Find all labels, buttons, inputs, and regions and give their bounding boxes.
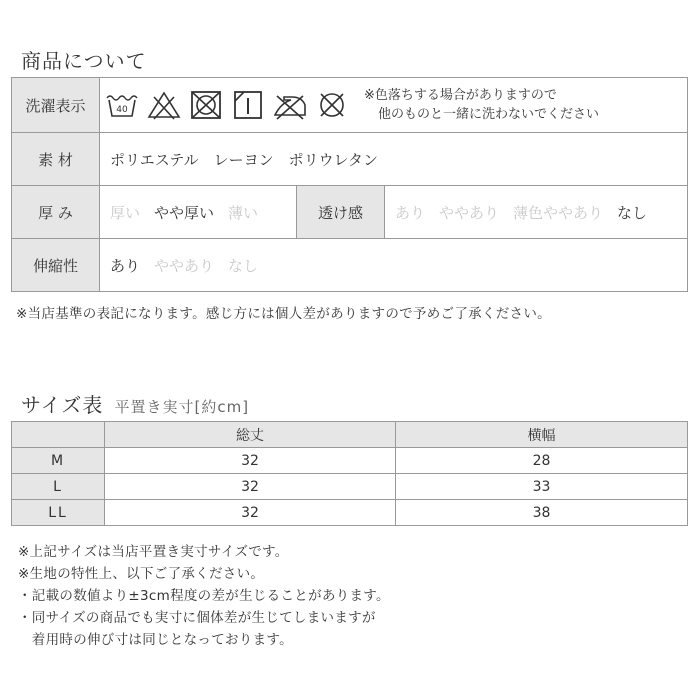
table-row xyxy=(12,500,688,526)
size-notes xyxy=(18,541,390,651)
size-note: ※上記サイズは当店平置き実寸サイズです。 xyxy=(18,544,289,560)
stretch-options xyxy=(100,239,688,292)
no-tumble-dry-icon xyxy=(188,89,224,121)
size-note: ・同サイズの商品でも実寸に個体差が生じてしまいますが xyxy=(18,610,376,626)
thickness-option: 厚い xyxy=(110,203,141,222)
care-cell xyxy=(100,78,688,133)
table-row xyxy=(12,474,688,500)
size-col-header-empty xyxy=(12,422,105,448)
no-bleach-icon xyxy=(146,89,182,121)
thickness-label: 厚 み xyxy=(12,186,100,239)
sheer-option: あり xyxy=(395,203,426,222)
sheer-option: ややあり xyxy=(439,203,500,222)
sheer-options xyxy=(385,186,688,239)
wash-40-icon xyxy=(104,89,140,121)
product-note: ※当店基準の表記になります。感じ方には個人差がありますので予めご了承ください。 xyxy=(16,306,551,322)
material-row xyxy=(12,133,688,186)
length-value: 32 xyxy=(105,474,396,500)
material-label: 素 材 xyxy=(12,133,100,186)
size-section-title: サイズ表 xyxy=(21,393,104,417)
stretch-option: あり xyxy=(110,256,141,275)
size-label: M xyxy=(12,448,105,474)
line-dry-shade-icon xyxy=(230,89,266,121)
width-value: 38 xyxy=(396,500,688,526)
stretch-label: 伸縮性 xyxy=(12,239,100,292)
product-section-title: 商品について xyxy=(21,49,147,73)
size-table-header xyxy=(12,422,688,448)
table-row xyxy=(12,448,688,474)
thickness-options xyxy=(100,186,297,239)
material-value: ポリエステル レーヨン ポリウレタン xyxy=(100,133,688,186)
thickness-option: 薄い xyxy=(228,203,259,222)
thickness-row xyxy=(12,186,688,239)
width-value: 33 xyxy=(396,474,688,500)
svg-text:40: 40 xyxy=(116,105,128,115)
no-dry-clean-icon xyxy=(314,89,350,121)
care-row xyxy=(12,78,688,133)
size-note: ・記載の数値より±3cm程度の差が生じることがあります。 xyxy=(18,588,390,604)
care-label: 洗濯表示 xyxy=(12,78,100,133)
product-info-table xyxy=(11,77,688,292)
size-note: 着用時の伸び寸は同じとなっております。 xyxy=(18,632,293,648)
care-note xyxy=(364,86,599,124)
care-note-line-2: 他のものと一緒に洗わないでください xyxy=(378,107,600,122)
thickness-option: やや厚い xyxy=(154,203,215,222)
size-col-header-width: 横幅 xyxy=(396,422,688,448)
length-value: 32 xyxy=(105,500,396,526)
length-value: 32 xyxy=(105,448,396,474)
sheer-label: 透け感 xyxy=(297,186,385,239)
size-col-header-length: 総丈 xyxy=(105,422,396,448)
size-label: L xyxy=(12,474,105,500)
care-note-line-1: ※色落ちする場合がありますので xyxy=(364,88,557,103)
stretch-row xyxy=(12,239,688,292)
sheer-option: 薄色ややあり xyxy=(513,203,604,222)
size-section-heading xyxy=(21,389,249,418)
size-label: LL xyxy=(12,500,105,526)
size-section-subtitle: 平置き実寸[約cm] xyxy=(114,398,250,416)
size-table xyxy=(11,421,688,526)
sheer-option: なし xyxy=(617,203,648,222)
size-note: ※生地の特性上、以下ご了承ください。 xyxy=(18,566,265,582)
stretch-option: なし xyxy=(228,256,259,275)
no-iron-icon xyxy=(272,89,308,121)
stretch-option: ややあり xyxy=(154,256,215,275)
width-value: 28 xyxy=(396,448,688,474)
